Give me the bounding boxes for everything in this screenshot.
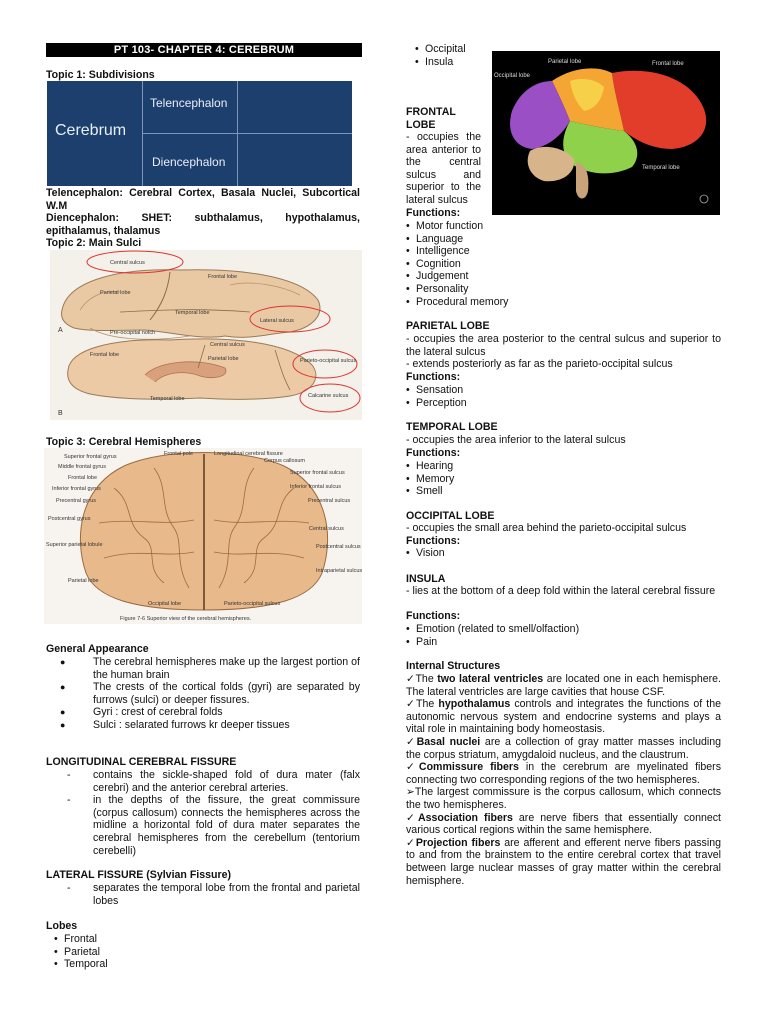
list-item: ● Gyri : crest of cerebral folds [46, 706, 360, 719]
fig3-label-superior-parietal-lobule: Superior parietal lobule [46, 542, 103, 548]
list-item: • Motor function [404, 220, 508, 233]
table-cerebrum: Cerebrum [55, 122, 127, 139]
frontal-functions-list [404, 220, 508, 308]
insula-functions-list [404, 623, 579, 648]
list-item: • Judgement [404, 270, 508, 283]
internal-heading: Internal Structures [406, 660, 501, 672]
temporal-heading: TEMPORAL LOBE [406, 421, 498, 433]
table-diencephalon: Diencephalon [152, 155, 226, 169]
fig2-label-calcarine: Calcarine sulcus [308, 393, 349, 399]
fig2-label-frontal-lobe-b: Frontal lobe [90, 352, 120, 358]
topic3-heading: Topic 3: Cerebral Hemispheres [46, 436, 202, 448]
internal-p5: ➢The largest commissure is the corpus callosum, which connects the two hemispheres. [406, 786, 721, 811]
general-appearance-list [46, 656, 360, 732]
fig2-label-parietal-lobe-b: Parietal lobe [208, 356, 239, 362]
fig3-label-precentral-sulcus: Precentral sulcus [308, 498, 351, 504]
occipital-heading: OCCIPITAL LOBE [406, 510, 495, 522]
fig2-label-b: B [58, 410, 63, 417]
list-item: • Perception [404, 397, 467, 410]
parietal-desc2: - extends posteriorly as far as the parieto-occipital sulcus [406, 358, 673, 370]
lobes-heading: Lobes [46, 920, 78, 932]
list-item: • Frontal [52, 933, 108, 946]
fig3-label-postcentral-sulcus: Postcentral sulcus [316, 544, 361, 550]
fig3-label-occipital-lobe: Occipital lobe [148, 601, 182, 607]
main-sulci-figure [50, 250, 362, 420]
list-item: • Vision [404, 547, 445, 560]
table-telencephalon: Telencephalon [150, 96, 228, 110]
subdivision-table [47, 81, 352, 186]
topic1-heading: Topic 1: Subdivisions [46, 69, 155, 81]
list-item: • Memory [404, 473, 454, 486]
frontal-heading: FRONTAL LOBE [406, 106, 456, 131]
internal-p6: ✓Association fibers are nerve fibers that essentially connect various cortical regions within the same hemisphere. [406, 811, 721, 837]
list-item: • Language [404, 233, 508, 246]
temporal-functions-list [404, 460, 454, 498]
list-item: • Insula [413, 56, 466, 69]
list-item: • Sensation [404, 384, 467, 397]
internal-p7: ✓Projection fibers are afferent and efferent nerve fibers passing to and from the brainstem to the entire cerebral cortex that travel between large nuclear masses of gray matter within the cerebral hemisphere. [406, 836, 721, 887]
fig4-label-temporal: Temporal lobe [642, 165, 680, 171]
occipital-functions-list [404, 547, 445, 560]
fig3-label-superior-frontal-sulcus: Superior frontal sulcus [290, 470, 345, 476]
telencephalon-def [46, 187, 360, 212]
temporal-functions-label: Functions: [406, 447, 461, 459]
fig2-label-central-sulcus: Central sulcus [110, 260, 145, 266]
fig4-label-parietal: Parietal lobe [548, 59, 582, 65]
list-item: • Hearing [404, 460, 454, 473]
telencephalon-text: : Cerebral Cortex, Basala Nuclei, Subcortical W.M [46, 187, 360, 212]
topic2-heading: Topic 2: Main Sulci [46, 237, 142, 249]
list-item: • Personality [404, 283, 508, 296]
lobes-brain-figure [492, 51, 720, 215]
general-appearance-heading: General Appearance [46, 643, 149, 655]
fig3-label-longitudinal-fissure: Longitudinal cerebral fissure [214, 451, 283, 457]
list-item: • Cognition [404, 258, 508, 271]
fig2-label-central-sulcus-b: Central sulcus [210, 342, 245, 348]
frontal-functions-label: Functions: [406, 207, 461, 219]
longitudinal-heading: LONGITUDINAL CEREBRAL FISSURE [46, 756, 237, 768]
internal-structures [406, 673, 721, 887]
fig3-label-superior-frontal-gyrus: Superior frontal gyrus [64, 454, 117, 460]
list-item: - contains the sickle-shaped fold of dura mater (falx cerebri) and the anterior cerebral arteries. [46, 769, 360, 794]
fig4-label-frontal: Frontal lobe [652, 61, 684, 67]
parietal-heading: PARIETAL LOBE [406, 320, 490, 332]
telencephalon-label: Telencephalon [46, 187, 120, 199]
list-item: - separates the temporal lobe from the frontal and parietal lobes [46, 882, 360, 907]
fig2-label-parietal-lobe: Parietal lobe [100, 290, 131, 296]
frontal-desc: - occupies the area anterior to the central sulcus and superior to the lateral sulcus [406, 131, 481, 206]
internal-p4: ✓Commissure fibers in the cerebrum are myelinated fibers connecting two corresponding regions of the two hemispheres. [406, 761, 721, 786]
occipital-functions-label: Functions: [406, 535, 461, 547]
fig4-label-occipital: Occipital lobe [494, 73, 531, 79]
fig2-label-parieto-occipital: Parieto-occipital sulcus [300, 358, 357, 364]
insula-heading: INSULA [406, 573, 446, 585]
diencephalon-text: SHET: subthalamus, hypothalamus, epithalamus, thalamus [46, 212, 360, 237]
list-item: • Emotion (related to smell/olfaction) [404, 623, 579, 636]
parietal-functions-list [404, 384, 467, 409]
fig3-label-postcentral-gyrus: Postcentral gyrus [48, 516, 91, 522]
fig3-label-intraparietal-sulcus: Intraparietal sulcus [316, 568, 362, 574]
list-item: • Occipital [413, 43, 466, 56]
temporal-desc: - occupies the area inferior to the lateral sulcus [406, 434, 626, 446]
internal-p3: ✓Basal nuclei are a collection of gray matter masses including the corpus striatum, amygdaloid nucleus, and the claustrum. [406, 735, 721, 761]
lobes-list-a [52, 933, 108, 971]
fig3-label-inferior-frontal-gyrus: Inferior frontal gyrus [52, 486, 101, 492]
list-item: ● The cerebral hemispheres make up the largest portion of the human brain [46, 656, 360, 681]
lateral-fissure-heading: LATERAL FISSURE (Sylvian Fissure) [46, 869, 232, 881]
fig2-label-temporal-lobe: Temporal lobe [175, 310, 210, 316]
lobes-list-b [413, 43, 466, 68]
list-item: - in the depths of the fissure, the great commissure (corpus callosum) connects the hemispheres across the midline a horizontal fold of dura mater separates the cerebral hemispheres from the cerebellum (tentorium cerebelli) [46, 794, 360, 857]
list-item: • Parietal [52, 946, 108, 959]
parietal-functions-label: Functions: [406, 371, 461, 383]
fig3-label-frontal-pole: Frontal pole [164, 451, 194, 457]
fig2-label-a: A [58, 327, 63, 334]
list-item: • Intelligence [404, 245, 508, 258]
list-item: • Procedural memory [404, 296, 508, 309]
fig3-label-precentral-gyrus: Precentral gyrus [56, 498, 97, 504]
diencephalon-label: Diencephalon: [46, 212, 119, 224]
fig2-label-frontal-lobe: Frontal lobe [208, 274, 238, 280]
internal-p1: ✓The two lateral ventricles are located one in each hemisphere. The lateral ventricles are large cavities that house CSF. [406, 673, 721, 698]
superior-view-figure [44, 448, 362, 624]
fig3-caption: Figure 7-6 Superior view of the cerebral hemispheres. [120, 616, 252, 622]
list-item: • Pain [404, 636, 579, 649]
insula-functions-label: Functions: [406, 610, 461, 622]
fig3-label-middle-frontal-gyrus: Middle frontal gyrus [58, 464, 106, 470]
document-title: PT 103- CHAPTER 4: CEREBRUM [46, 43, 362, 57]
fig2-label-preoccipital-notch: Pre-occipital notch [110, 330, 156, 336]
list-item: • Temporal [52, 958, 108, 971]
fig3-label-parietal-lobe: Parietal lobe [68, 578, 99, 584]
fig3-label-parieto-occipital-sulcus: Parieto-occipital sulcus [224, 601, 281, 607]
fig3-label-inferior-frontal-sulcus: Inferior frontal sulcus [290, 484, 342, 490]
fig3-label-central-sulcus: Central sulcus [309, 526, 344, 532]
lateral-fissure-list [46, 882, 360, 907]
list-item: ● The crests of the cortical folds (gyri) are separated by furrows (sulci) or deeper fissures. [46, 681, 360, 706]
diencephalon-def [46, 212, 360, 237]
parietal-desc1: - occupies the area posterior to the central sulcus and superior to the lateral sulcus [406, 333, 721, 358]
fig3-label-frontal-lobe: Frontal lobe [68, 475, 98, 481]
insula-desc: - lies at the bottom of a deep fold within the lateral cerebral fissure [406, 585, 716, 597]
longitudinal-list [46, 769, 360, 857]
list-item: • Smell [404, 485, 454, 498]
internal-p2: ✓The hypothalamus controls and integrates the functions of the autonomic nervous system and endocrine systems and plays a vital role in maintaining body homeostasis. [406, 698, 722, 736]
fig2-label-lateral-sulcus: Lateral sulcus [260, 318, 294, 324]
occipital-desc: - occupies the small area behind the parieto-occipital sulcus [406, 522, 687, 534]
fig3-label-corpus-callosum: Corpus callosum [264, 458, 305, 464]
list-item: ● Sulci : selarated furrows kr deeper tissues [46, 719, 360, 732]
fig2-label-temporal-lobe-b: Temporal lobe [150, 396, 185, 402]
